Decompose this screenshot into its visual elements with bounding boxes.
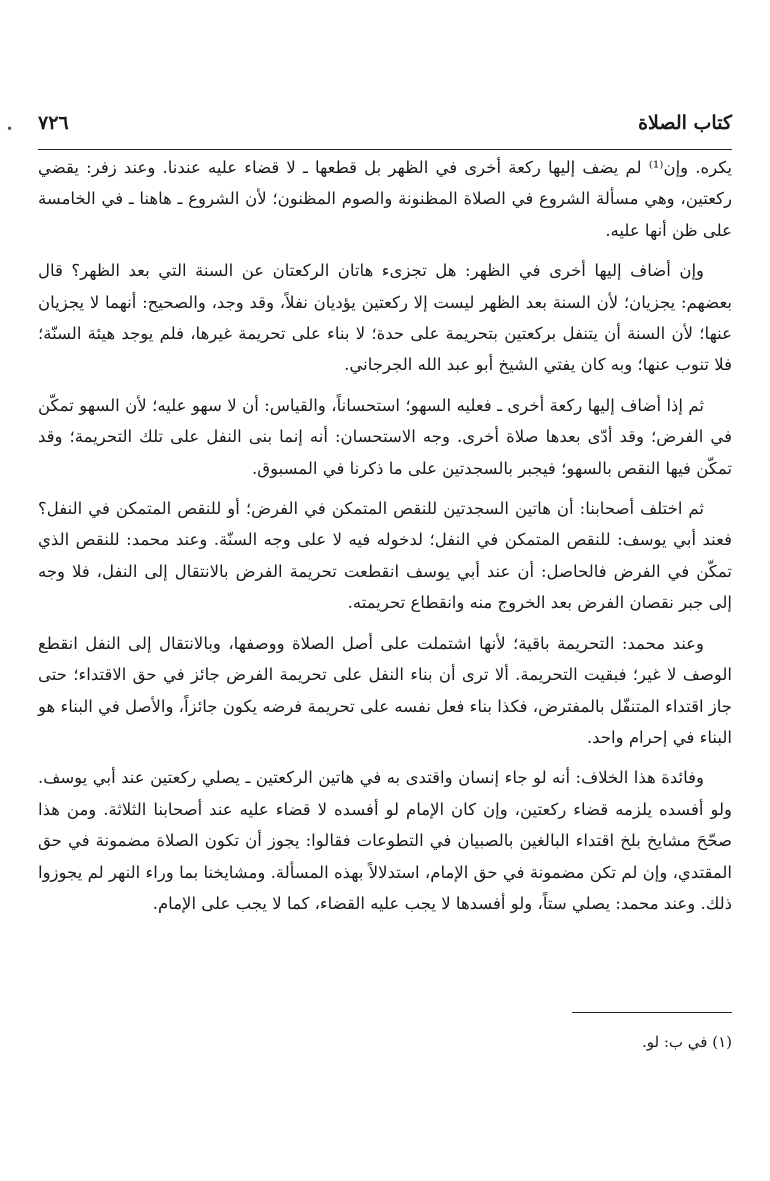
paragraph: ثم اختلف أصحابنا: أن هاتين السجدتين للنقص المتمكن في الفرض؛ أو للنقص المتمكن في النفل؟ فعند أبي يوسف: للنقص المتمكن في النفل؛ لدخوله فيه لا على وجه السنّة. وعند محمد: للنقص الذي تمكّن في الفرض فالحاصل: أن عند أبي يوسف انقطعت تحريمة الفرض بالانتقال إلى النفل، فلا وجه إلى جبر نقصان الفرض بعد الخروج منه وانقطاع تحريمته. [38, 499, 732, 613]
running-header [38, 112, 732, 144]
paragraph: ثم إذا أضاف إليها ركعة أخرى ـ فعليه السهو؛ استحساناً، والقياس: أن لا سهو عليه؛ لأن السهو تمكّن في الفرض؛ وقد أدّى بعدها صلاة أخرى. وجه الاستحسان: أنه إنما بنى النفل على تلك التحريمة؛ وقد تمكّن فيها النقص بالسهو؛ فيجبر بالسجدتين على ما ذكرنا في المسبوق. [38, 395, 732, 478]
paragraph: وعند محمد: التحريمة باقية؛ لأنها اشتملت على أصل الصلاة ووصفها، وبالانتقال إلى النفل انقطع الوصف لا غير؛ فبقيت التحريمة. ألا ترى أن بناء النفل على تحريمة الفرض جائز في حق الاقتداء؛ حتى جاز اقتداء المتنفّل بالمفترض، فكذا بناء فعل نفسه على تحريمة فرضه يكون جائزاً، والأصل في البناء هو البناء في إحرام واحد. [38, 633, 732, 747]
header-divider [38, 149, 732, 150]
footnote-divider [572, 1012, 732, 1013]
paragraph: وإن أضاف إليها أخرى في الظهر: هل تجزىء هاتان الركعتان عن السنة التي بعد الظهر؟ قال بعضهم: يجزيان؛ لأن السنة بعد الظهر ليست إلا ركعتين يؤديان نفلاً، وقد وجد، والصحيح: أنهما لا يجزيان عنها؛ لأن السنة أن يتنفل بركعتين بتحريمة على حدة؛ لا بناء على تحريمة غيرها، فلم يوجد هيئة السنّة؛ فلا تنوب عنها؛ وبه كان يفتي الشيخ أبو عبد الله الجرجاني. [38, 261, 732, 375]
page-number: ٧٢٦ [38, 112, 69, 134]
main-text [38, 152, 732, 928]
paragraph: وفائدة هذا الخلاف: أنه لو جاء إنسان واقتدى به في هاتين الركعتين ـ يصلي ركعتين عند أبي يوسف. ولو أفسده يلزمه قضاء ركعتين، وإن كان الإمام لو أفسده لا قضاء عليه عند أصحابنا الثلاثة. ومن هذا صحّحَ مشايخ بلخ اقتداء البالغين بالصبيان في التطوعات فقالوا: يجوز أن تكون الصلاة مضمونة في حق المقتدي، وإن لم تكن مضمونة في حق الإمام، استدلالاً بهذه المسألة. ومشايخنا بما وراء النهر لم يجوزوا ذلك. وعند محمد: يصلي ستاً، ولو أفسدها لا يجب عليه القضاء، كما لا يجب على الإمام. [38, 768, 732, 913]
chapter-title: كتاب الصلاة [638, 112, 732, 134]
margin-mark: • [6, 122, 14, 136]
footnote: (١) في ب: لو. [641, 1033, 732, 1051]
paragraph: يكره. وإن⁽¹⁾ لم يضف إليها ركعة أخرى في الظهر بل قطعها ـ لا قضاء عليه عندنا. وعند زفر: يقضي ركعتين، وهي مسألة الشروع في الصلاة المظنونة والصوم المظنون؛ لأن الشروع ـ هاهنا ـ في الخامسة على ظن أنها عليه. [38, 158, 733, 240]
